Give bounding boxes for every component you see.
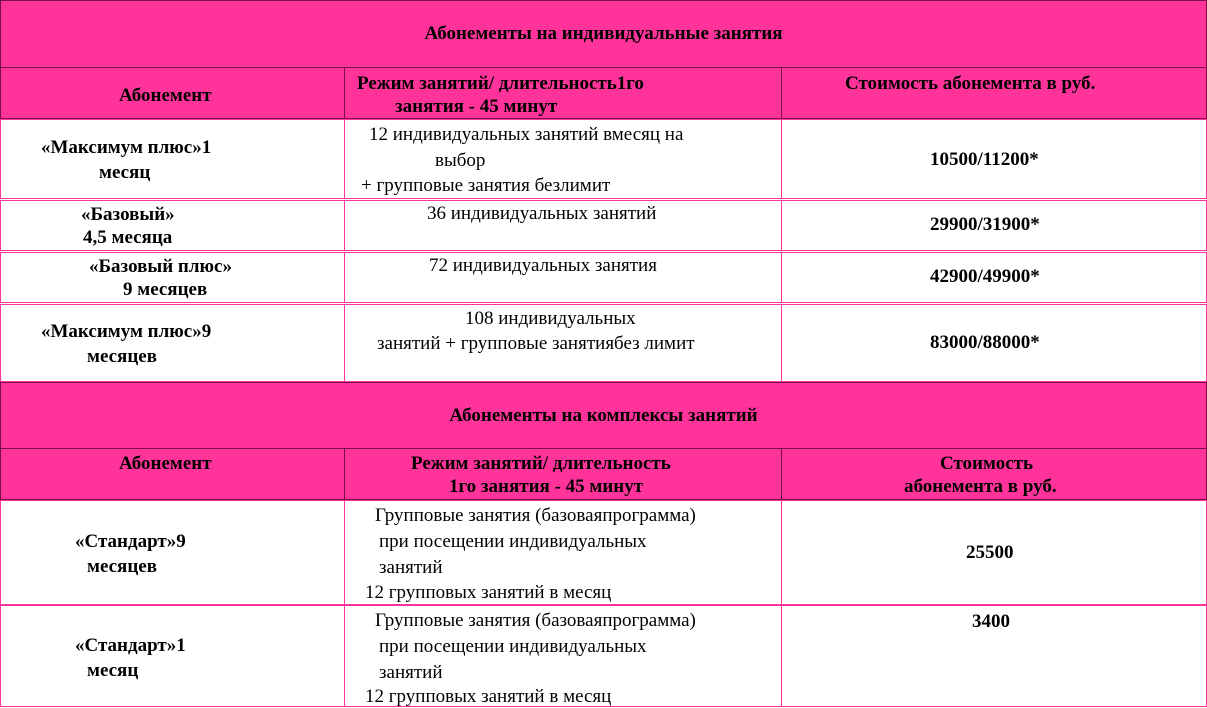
row-4-mode-line1: 108 индивидуальных	[465, 308, 636, 329]
complex-row-1-mode-cell	[344, 500, 782, 605]
complex-row-2-mode-line4: 12 групповых занятий в месяц	[365, 686, 612, 707]
header-price-1-text: Стоимость абонемента в руб.	[845, 73, 1096, 94]
header-mode-1-line1: Режим занятий/ длительность1го	[357, 73, 644, 94]
complex-row-2-name-line2: месяц	[87, 660, 139, 681]
row-2-price-cell	[781, 200, 1207, 251]
row-3-name-cell	[0, 252, 345, 303]
complex-row-2-mode-line1: Групповые занятия (базоваяпрограмма)	[375, 610, 696, 631]
complex-row-2-price: 3400	[972, 611, 1010, 632]
complex-row-2-price-cell	[781, 605, 1207, 707]
header-mode-1	[344, 67, 782, 119]
row-2-name-line2: 4,5 месяца	[83, 227, 173, 248]
complex-row-1-price-cell	[781, 500, 1207, 605]
complex-row-1-mode-line3: занятий	[379, 557, 443, 578]
complex-row-2-name-line1: «Стандарт»1	[75, 635, 186, 656]
row-2-mode-cell	[344, 200, 782, 251]
row-1-name-line1: «Максимум плюс»1	[41, 137, 212, 158]
row-2-price: 29900/31900*	[930, 214, 1040, 235]
row-1-name-cell	[0, 119, 345, 199]
row-2-name-line1: «Базовый»	[81, 204, 175, 225]
row-3-name-line1: «Базовый плюс»	[89, 256, 232, 277]
section-title-individual-text: Абонементы на индивидуальные занятия	[424, 23, 783, 44]
section-title-complex	[0, 382, 1207, 449]
complex-row-1-name-line2: месяцев	[87, 556, 157, 577]
section-title-complex-text: Абонементы на комплексы занятий	[449, 404, 758, 426]
row-4-price-cell	[781, 304, 1207, 382]
row-4-name-cell	[0, 304, 345, 382]
header-subscription-2-text: Абонемент	[119, 453, 212, 474]
row-1-name-line2: месяц	[99, 162, 151, 183]
row-2-name-cell	[0, 200, 345, 251]
row-4-name-line1: «Максимум плюс»9	[41, 321, 212, 342]
row-4-mode-cell	[344, 304, 782, 382]
row-4-price: 83000/88000*	[930, 332, 1040, 353]
row-1-mode-line3: + групповые занятия безлимит	[361, 175, 611, 196]
header-mode-2-line1: Режим занятий/ длительность	[411, 453, 671, 474]
section-title-individual	[0, 0, 1207, 68]
row-4-mode-line2: занятий + групповые занятиябез лимит	[377, 333, 695, 354]
header-mode-2	[344, 448, 782, 500]
row-1-mode-line1: 12 индивидуальных занятий вмесяц на	[369, 124, 684, 145]
header-price-2-line2: абонемента в руб.	[904, 476, 1057, 497]
row-3-price-cell	[781, 252, 1207, 303]
complex-row-2-mode-line2: при посещении индивидуальных	[379, 636, 647, 657]
row-3-mode-line1: 72 индивидуальных занятия	[429, 255, 657, 276]
complex-row-1-mode-line4: 12 групповых занятий в месяц	[365, 582, 612, 603]
header-price-2-line1: Стоимость	[940, 453, 1034, 474]
header-mode-2-line2: 1го занятия - 45 минут	[449, 476, 644, 497]
row-1-price-cell	[781, 119, 1207, 199]
header-subscription-1	[0, 67, 345, 119]
header-mode-1-line2: занятия - 45 минут	[395, 96, 558, 117]
row-3-price: 42900/49900*	[930, 266, 1040, 287]
row-1-price: 10500/11200*	[930, 149, 1039, 170]
complex-row-1-name-cell	[0, 500, 345, 605]
row-4-name-line2: месяцев	[87, 346, 157, 367]
row-1-mode-cell	[344, 119, 782, 199]
complex-row-2-mode-cell	[344, 605, 782, 707]
header-subscription-1-text: Абонемент	[119, 85, 212, 106]
complex-row-1-price: 25500	[966, 542, 1014, 563]
complex-row-2-mode-line3: занятий	[379, 662, 443, 683]
row-1-mode-line2: выбор	[435, 150, 486, 171]
complex-row-1-name-line1: «Стандарт»9	[75, 531, 186, 552]
row-3-name-line2: 9 месяцев	[123, 279, 208, 300]
complex-row-1-mode-line2: при посещении индивидуальных	[379, 531, 647, 552]
complex-row-2-name-cell	[0, 605, 345, 707]
header-subscription-2	[0, 448, 345, 500]
row-2-mode-line1: 36 индивидуальных занятий	[427, 203, 657, 224]
header-price-2	[781, 448, 1207, 500]
row-3-mode-cell	[344, 252, 782, 303]
header-price-1	[781, 67, 1207, 119]
complex-row-1-mode-line1: Групповые занятия (базоваяпрограмма)	[375, 505, 696, 526]
